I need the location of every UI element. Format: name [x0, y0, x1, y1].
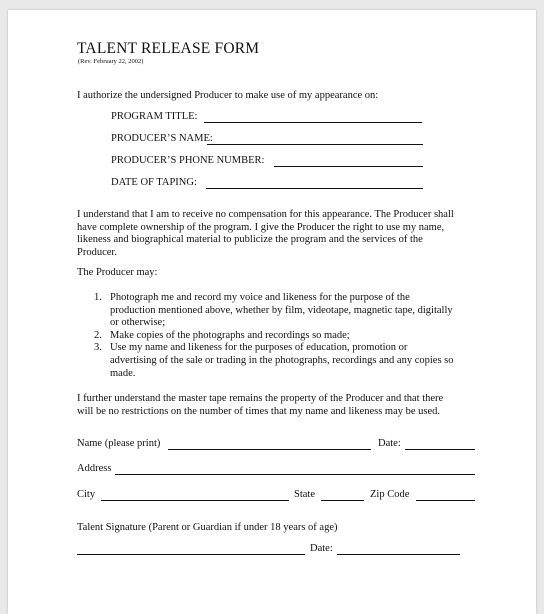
paragraph-line: likeness and biographical material to publicize the program and the services of the [77, 234, 423, 246]
producer-may-heading: The Producer may: [77, 267, 158, 278]
name-label: Name (please print) [77, 438, 161, 449]
producer-name-label: PRODUCER’S NAME: [111, 133, 213, 144]
form-title: TALENT RELEASE FORM [77, 40, 260, 57]
zip-code-label: Zip Code [370, 489, 410, 500]
item-number: 1. [94, 292, 102, 303]
item-line: Photograph me and record my voice and likeness for the purpose of the [110, 292, 410, 303]
paragraph-line: I understand that I am to receive no compensation for this appearance. The Producer shall [77, 209, 454, 220]
paragraph-line: will be no restrictions on the number of times that my name and likeness may be used. [77, 405, 441, 417]
list-item [84, 342, 454, 380]
item-number: 3. [94, 342, 102, 354]
list-item [84, 330, 454, 343]
revision-date: (Rev. February 22, 2002) [78, 58, 144, 65]
state-label: State [294, 489, 315, 500]
producer-rights-list [84, 292, 454, 380]
paragraph-line: I further understand the master tape remains the property of the Producer and that there [77, 393, 444, 404]
city-field[interactable] [101, 500, 289, 501]
item-line: advertising of the sale or trading in the photographs, recordings and any copies so [110, 354, 454, 366]
item-line: made. [110, 367, 136, 379]
program-title-label: PROGRAM TITLE: [111, 111, 198, 122]
state-field[interactable] [321, 500, 364, 501]
paragraph-line: Producer. [77, 246, 117, 258]
date-field[interactable] [405, 449, 475, 450]
producer-phone-field[interactable] [274, 166, 423, 167]
signature-field[interactable] [77, 554, 305, 555]
signature-date-label: Date: [310, 543, 333, 554]
paragraph-line: have complete ownership of the program. I give the Producer the right to use my name, [77, 221, 445, 233]
signature-date-field[interactable] [337, 554, 460, 555]
item-number: 2. [94, 329, 102, 341]
producer-name-field[interactable] [207, 144, 423, 145]
list-item [84, 292, 454, 330]
item-line: Make copies of the photographs and recordings so made; [110, 329, 350, 341]
zip-code-field[interactable] [416, 500, 475, 501]
address-field[interactable] [115, 474, 475, 475]
authorize-statement: I authorize the undersigned Producer to make use of my appearance on: [77, 90, 379, 101]
date-label: Date: [378, 438, 401, 449]
item-line: or otherwise; [110, 317, 166, 329]
item-line: production mentioned above, whether by film, videotape, magnetic tape, digitally [110, 304, 453, 316]
name-field[interactable] [168, 449, 371, 450]
producer-phone-label: PRODUCER’S PHONE NUMBER: [111, 155, 265, 166]
address-label: Address [77, 463, 112, 474]
compensation-paragraph [77, 209, 454, 259]
date-of-taping-field[interactable] [206, 188, 423, 189]
date-of-taping-label: DATE OF TAPING: [111, 177, 197, 188]
master-tape-paragraph [77, 393, 443, 418]
program-title-field[interactable] [204, 122, 422, 123]
release-form-page [8, 10, 536, 614]
signature-label: Talent Signature (Parent or Guardian if under 18 years of age) [77, 522, 338, 533]
city-label: City [77, 489, 96, 500]
item-line: Use my name and likeness for the purposes of education, promotion or [110, 342, 408, 354]
